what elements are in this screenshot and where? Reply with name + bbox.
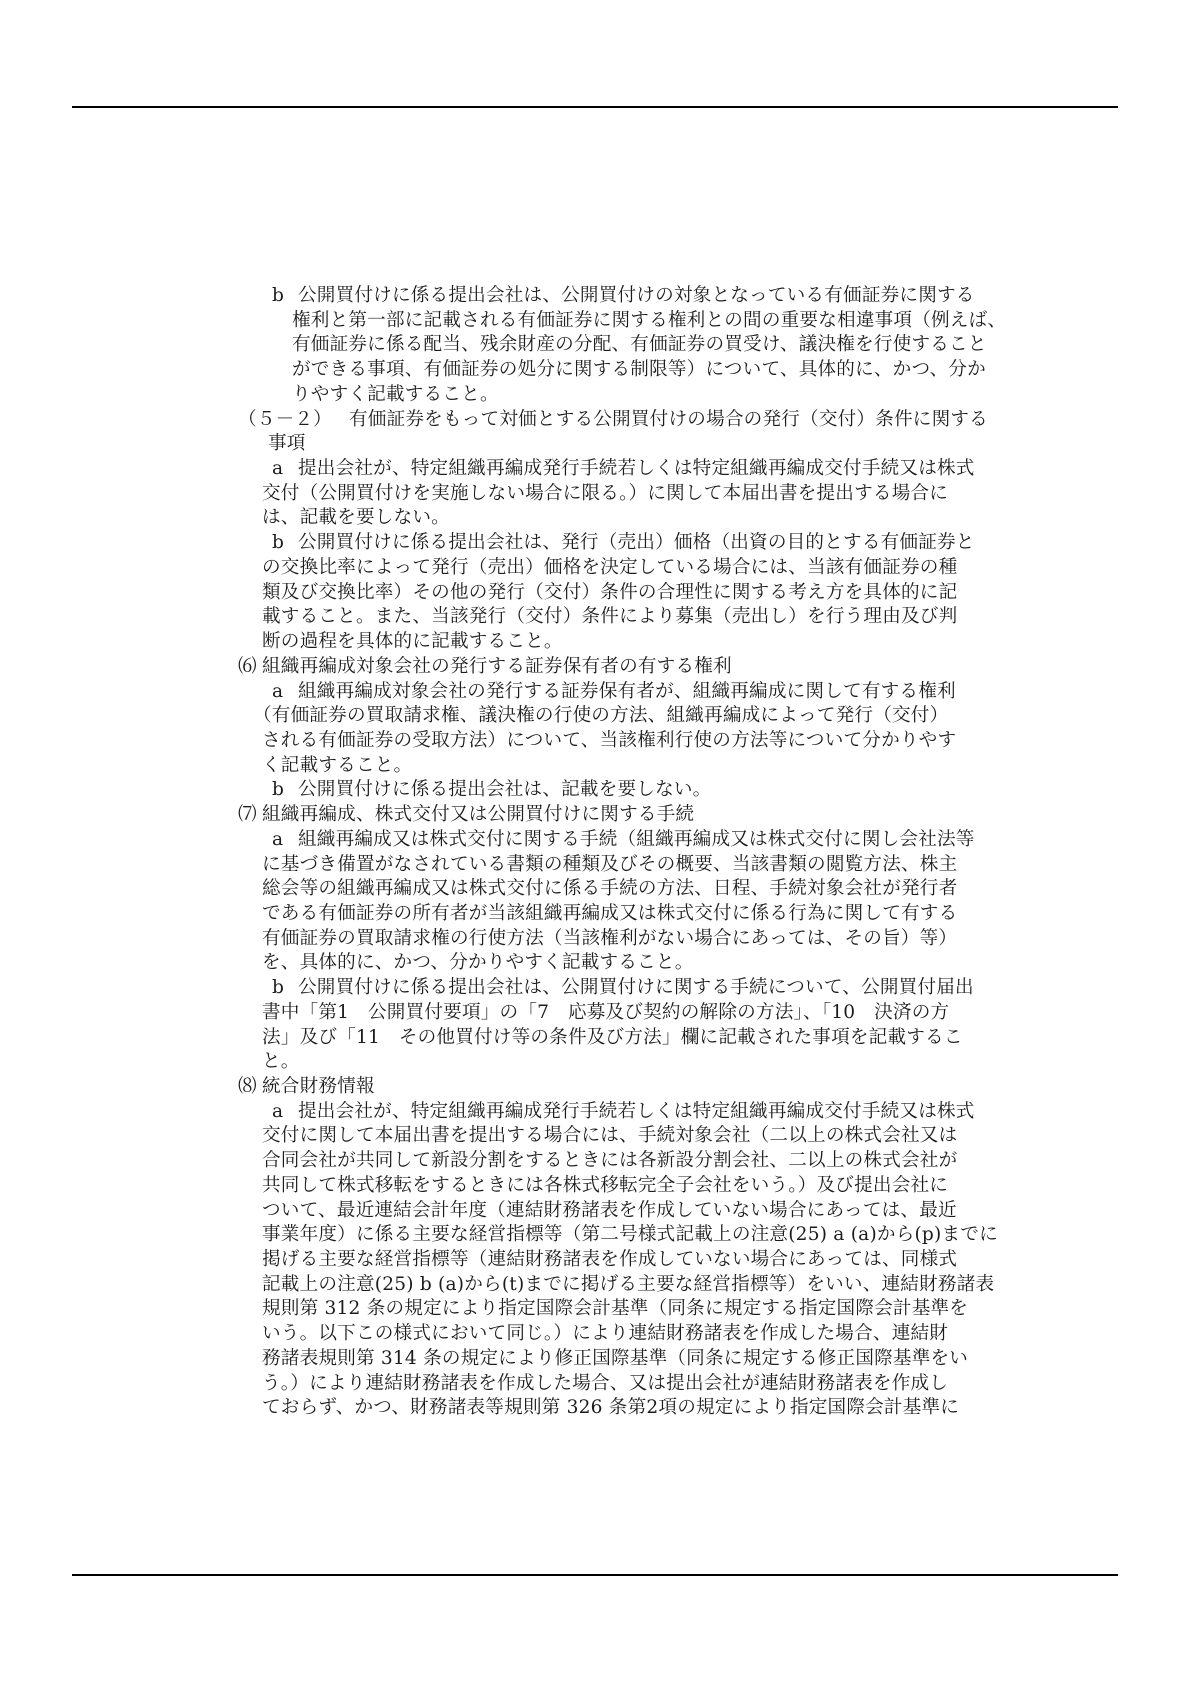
line-text: 事項: [268, 433, 306, 455]
document-line: [0, 927, 1192, 952]
list-marker: b: [272, 532, 285, 554]
list-marker: a: [272, 1100, 284, 1122]
document-line: [0, 1124, 1192, 1149]
line-text: と。: [262, 1051, 300, 1073]
top-rule: [72, 106, 1118, 108]
line-text: 総会等の組織再編成又は株式交付に係る手続の方法、日程、手続対象会社が発行者: [262, 878, 958, 900]
document-line: [0, 482, 1192, 507]
document-line: [0, 531, 1192, 556]
line-text: ついて、最近連結会計年度（連結財務諸表を作成していない場合にあっては、最近: [262, 1199, 957, 1221]
list-marker: a: [272, 828, 284, 850]
list-marker: （５－２）: [238, 408, 332, 430]
line-text: 掲げる主要な経営指標等（連結財務諸表を作成していない場合にあっては、同様式: [262, 1249, 958, 1271]
document-line: [0, 556, 1192, 581]
list-marker: b: [272, 779, 285, 801]
bottom-rule: [72, 1574, 1118, 1576]
line-text: いう。以下この様式において同じ。）により連結財務諸表を作成した場合、連結財: [262, 1323, 949, 1345]
line-text: 組織再編成、株式交付又は公開買付けに関する手続: [262, 804, 695, 826]
document-line: [0, 1223, 1192, 1248]
document-line: [0, 754, 1192, 779]
document-line: [0, 680, 1192, 705]
document-line: [0, 432, 1192, 457]
line-text: 公開買付けに係る提出会社は、発行（売出）価格（出資の目的とする有価証券と: [298, 532, 975, 554]
line-text: の交換比率によって発行（売出）価格を決定している場合には、当該有価証券の種: [262, 556, 958, 578]
document-line: [0, 333, 1192, 358]
line-text: 提出会社が、特定組織再編成発行手続若しくは特定組織再編成交付手続又は株式: [298, 1100, 975, 1122]
list-marker: a: [272, 680, 284, 702]
line-text: ておらず、かつ、財務諸表等規則第 326 条第2項の規定により指定国際会計基準に: [262, 1397, 960, 1419]
document-line: [0, 1372, 1192, 1397]
document-line: [0, 853, 1192, 878]
document-line: [0, 309, 1192, 334]
line-text: 法」及び「11 その他買付け等の条件及び方法」欄に記載された事項を記載するこ: [262, 1026, 963, 1048]
document-line: [0, 1075, 1192, 1100]
list-marker: b: [272, 977, 285, 999]
document-line: [0, 1248, 1192, 1273]
document-line: [0, 457, 1192, 482]
text-block: [0, 284, 1192, 1421]
document-line: [0, 877, 1192, 902]
line-text: う。）により連結財務諸表を作成した場合、又は提出会社が連結財務諸表を作成し: [262, 1372, 949, 1394]
document-line: [0, 1347, 1192, 1372]
line-text: 事業年度）に係る主要な経営指標等（第二号様式記載上の注意(25) a (a)から(p)までに: [262, 1224, 998, 1246]
document-line: [0, 902, 1192, 927]
document-line: [0, 1100, 1192, 1125]
document-line: [0, 1001, 1192, 1026]
line-text: 記載上の注意(25) b (a)から(t)までに掲げる主要な経営指標等）をいい、連結財務諸表: [262, 1273, 995, 1295]
line-text: 提出会社が、特定組織再編成発行手続若しくは特定組織再編成交付手続又は株式: [298, 458, 975, 480]
list-marker: ⑻: [238, 1076, 257, 1097]
line-text: 交付に関して本届出書を提出する場合には、手続対象会社（二以上の株式会社又は: [262, 1125, 958, 1147]
list-marker: ⑺: [238, 804, 257, 826]
document-line: [0, 1026, 1192, 1051]
line-text: 有価証券に係る配当、残余財産の分配、有価証券の買受け、議決権を行使すること: [292, 334, 987, 356]
line-text: を、具体的に、かつ、分かりやすく記載すること。: [262, 952, 694, 974]
line-text: に基づき備置がなされている書類の種類及びその概要、当該書類の閲覧方法、株主: [262, 853, 958, 875]
line-text: 組織再編成又は株式交付に関する手続（組織再編成又は株式交付に関し会社法等: [298, 828, 975, 850]
document-line: [0, 506, 1192, 531]
document-line: [0, 1174, 1192, 1199]
document-line: [0, 1199, 1192, 1224]
document-line: [0, 581, 1192, 606]
document-line: [0, 951, 1192, 976]
line-text: される有価証券の受取方法）について、当該権利行使の方法等について分かりやす: [262, 729, 957, 751]
list-marker: ⑹: [238, 655, 257, 677]
list-marker: a: [272, 458, 284, 480]
document-line: [0, 383, 1192, 408]
document-line: [0, 778, 1192, 803]
document-line: [0, 1050, 1192, 1075]
line-text: 類及び交換比率）その他の発行（交付）条件の合理性に関する考え方を具体的に記: [262, 581, 958, 603]
document-line: [0, 1273, 1192, 1298]
document-line: [0, 655, 1192, 680]
line-text: 断の過程を具体的に記載すること。: [262, 631, 563, 653]
document-line: [0, 704, 1192, 729]
line-text: 載すること。また、当該発行（交付）条件により募集（売出し）を行う理由及び判: [262, 606, 958, 628]
document-line: [0, 729, 1192, 754]
line-text: 統合財務情報: [262, 1076, 375, 1097]
line-text: く記載すること。: [262, 754, 413, 776]
document-line: [0, 605, 1192, 630]
line-text: 規則第 312 条の規定により指定国際会計基準（同条に規定する指定国際会計基準を: [262, 1298, 969, 1320]
line-text: 公開買付けに係る提出会社は、記載を要しない。: [298, 779, 712, 801]
document-line: [0, 408, 1192, 433]
line-text: （有価証券の買取請求権、議決権の行使の方法、組織再編成によって発行（交付）: [253, 705, 949, 727]
line-text: ができる事項、有価証券の処分に関する制限等）について、具体的に、かつ、分か: [292, 359, 986, 381]
line-text: 組織再編成対象会社の発行する証券保有者の有する権利: [262, 655, 732, 677]
document-line: [0, 1396, 1192, 1421]
line-text: 共同して株式移転をするときには各株式移転完全子会社をいう。）及び提出会社に: [262, 1174, 949, 1196]
document-line: [0, 630, 1192, 655]
line-text: 組織再編成対象会社の発行する証券保有者が、組織再編成に関して有する権利: [298, 680, 956, 702]
line-text: 権利と第一部に記載される有価証券に関する権利との間の重要な相違事項（例えば、: [292, 309, 1007, 331]
document-line: [0, 828, 1192, 853]
document-line: [0, 1149, 1192, 1174]
document-line: [0, 976, 1192, 1001]
line-text: りやすく記載すること。: [292, 383, 499, 405]
line-text: 有価証券の買取請求権の行使方法（当該権利がない場合にあっては、その旨）等）: [262, 927, 958, 949]
document-line: [0, 1322, 1192, 1347]
list-marker: b: [272, 285, 285, 306]
line-text: は、記載を要しない。: [262, 507, 450, 529]
document-line: [0, 358, 1192, 383]
line-text: 有価証券をもって対価とする公開買付けの場合の発行（交付）条件に関する: [348, 408, 988, 430]
line-text: 合同会社が共同して新設分割をするときには各新設分割会社、二以上の株式会社が: [262, 1150, 958, 1172]
line-text: 書中「第1 公開買付要項」の「7 応募及び契約の解除の方法」、「10 決済の方: [262, 1001, 950, 1023]
document-line: [0, 1297, 1192, 1322]
line-text: 公開買付けに係る提出会社は、公開買付けに関する手続について、公開買付届出: [298, 977, 974, 999]
line-text: 交付（公開買付けを実施しない場合に限る。）に関して本届出書を提出する場合に: [262, 482, 949, 504]
line-text: である有価証券の所有者が当該組織再編成又は株式交付に係る行為に関して有する: [262, 902, 958, 924]
document-line: [0, 284, 1192, 309]
line-text: 公開買付けに係る提出会社は、公開買付けの対象となっている有価証券に関する: [298, 285, 975, 306]
document-line: [0, 803, 1192, 828]
line-text: 務諸表規則第 314 条の規定により修正国際基準（同条に規定する修正国際基準をい: [262, 1347, 969, 1369]
